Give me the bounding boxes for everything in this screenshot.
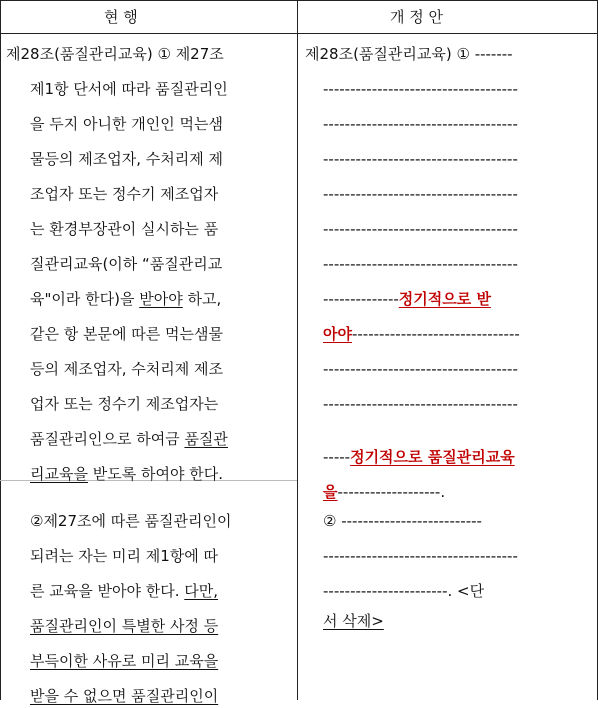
current-line: 는 환경부장관이 실시하는 품 xyxy=(30,220,219,238)
current-line: 제28조(품질관리교육) ① 제27조 xyxy=(6,45,224,63)
table-top-border xyxy=(0,0,598,1)
divider-left-edge xyxy=(0,0,1,700)
proposed-dash-line: ------------------------------------ xyxy=(323,115,518,133)
current-line: 등의 제조업자, 수처리제 제조 xyxy=(30,360,223,378)
current-line: 되려는 자는 미리 제1항에 따 xyxy=(30,547,219,565)
current-line: 제1항 단서에 따라 품질관리인 xyxy=(30,80,228,98)
current-line xyxy=(30,581,218,603)
proposed-line: 서 삭제> xyxy=(323,612,384,630)
amended-text: 을 xyxy=(323,483,338,501)
current-line xyxy=(30,429,228,451)
underlined-text: 품질관 xyxy=(184,430,228,448)
proposed-dash-line: ------------------------------------ xyxy=(323,150,518,168)
proposed-dash-line: ------------------------------------ xyxy=(323,395,518,413)
proposed-dashes: ----- xyxy=(323,448,351,466)
amended-text: 아야 xyxy=(323,325,352,343)
proposed-dash-line: ------------------------------------ xyxy=(323,185,518,203)
current-line: 물등의 제조업자, 수처리제 제 xyxy=(30,150,223,168)
proposed-line: ② -------------------------- xyxy=(323,512,482,530)
current-line: 같은 항 본문에 따른 먹는샘물 xyxy=(30,325,223,343)
current-line: 질관리교육(이하 “품질관리교 xyxy=(30,255,223,273)
current-line: 품질관리인이 특별한 사정 등 xyxy=(30,617,219,635)
current-text: 육"이라 한다)을 xyxy=(30,290,140,308)
current-line: 부득이한 사유로 미리 교육을 xyxy=(30,652,219,670)
current-line: 을 두지 아니한 개인인 먹는샘 xyxy=(30,115,223,133)
underlined-text: 다만, xyxy=(184,582,219,600)
current-line xyxy=(30,289,221,311)
current-line: 조업자 또는 정수기 제조업자 xyxy=(30,185,219,203)
current-line: 업자 또는 정수기 제조업자는 xyxy=(30,395,219,413)
current-text: 품질관리인으로 하여금 xyxy=(30,430,185,448)
proposed-line xyxy=(323,324,520,346)
proposed-dash-line: ------------------------------------ xyxy=(323,220,518,238)
underlined-text: 리교육을 xyxy=(30,465,88,483)
proposed-dashes: -------------------. xyxy=(337,483,446,501)
header-bottom-border xyxy=(0,33,598,34)
current-line xyxy=(30,464,223,486)
proposed-dash-line: ------------------------------------ xyxy=(323,547,518,565)
current-text: 른 교육을 받아야 한다. xyxy=(30,582,185,600)
proposed-dashes: ------------------------------- xyxy=(351,325,520,343)
proposed-line: 제28조(품질관리교육) ① ------- xyxy=(305,45,513,63)
header-proposed: 개 정 안 xyxy=(390,8,444,26)
current-line: ②제27조에 따른 품질관리인이 xyxy=(30,512,232,530)
proposed-dash-line: ------------------------------------ xyxy=(323,80,518,98)
underlined-text: 받아야 xyxy=(139,290,183,308)
header-current: 현 행 xyxy=(104,8,138,26)
proposed-line xyxy=(323,482,445,504)
proposed-line xyxy=(323,289,491,311)
proposed-dash-line: ------------------------------------ xyxy=(323,360,518,378)
divider-center xyxy=(297,0,298,700)
amended-text: 정기적으로 받 xyxy=(398,290,491,308)
current-line: 받을 수 없으면 품질관리인이 xyxy=(30,687,219,705)
proposed-line: -----------------------. <단 xyxy=(323,582,485,600)
proposed-line xyxy=(323,447,515,469)
current-text: 받도록 하여야 한다. xyxy=(87,465,223,483)
amended-text: 정기적으로 품질관리교육 xyxy=(350,448,515,466)
current-text: 하고, xyxy=(182,290,222,308)
proposed-dashes: -------------- xyxy=(323,290,399,308)
proposed-dash-line: ------------------------------------ xyxy=(323,255,518,273)
